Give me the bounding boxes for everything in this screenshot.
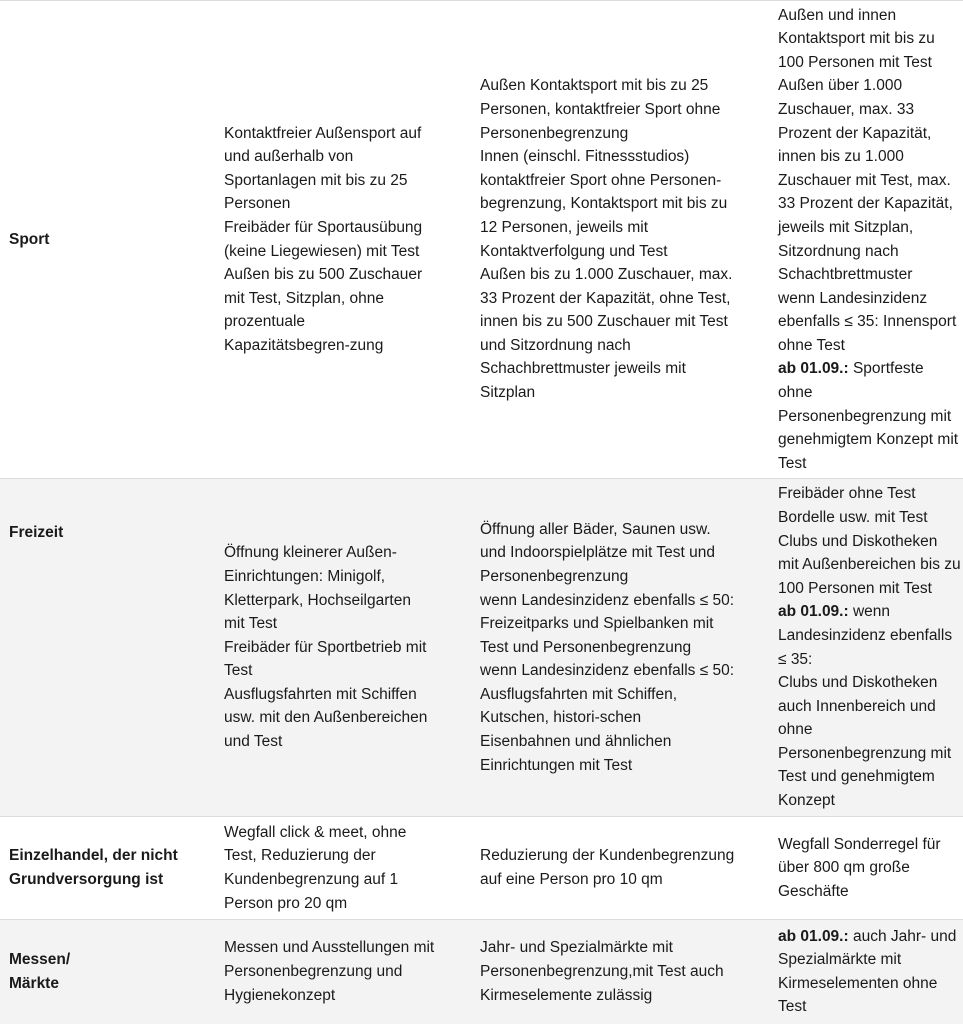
cell-line: Kutschen, histori-schen <box>480 709 642 727</box>
cell-line: Spezialmärkte mit <box>778 951 902 969</box>
cell-line: Freibäder für Sportbetrieb mit <box>224 638 427 656</box>
cell-line: Prozent der Kapazität, <box>778 124 932 142</box>
table-row <box>0 817 963 920</box>
cell-line: Ausflugsfahrten mit Schiffen, <box>480 685 678 703</box>
cell-line: Innen (einschl. Fitnessstudios) <box>480 148 690 166</box>
category-cell <box>0 1 217 479</box>
date-label: ab 01.09.: <box>778 927 849 945</box>
cell-line: ebenfalls ≤ 35: Innensport <box>778 313 957 331</box>
cell-line: Sitzplan <box>480 384 536 402</box>
cell-line: Test <box>778 454 807 472</box>
cell-line: auf eine Person pro 10 qm <box>480 871 663 888</box>
cell-line: Öffnung kleinerer Außen- <box>224 544 397 562</box>
cell-line: auch Innenbereich und <box>778 697 936 715</box>
category-label: Messen/ <box>9 951 71 969</box>
cell-line: 33 Prozent der Kapazität, <box>778 195 953 213</box>
cell-line: Außen und innen <box>778 6 897 24</box>
cell-line: mit Außenbereichen bis zu <box>778 556 961 574</box>
cell-line: Kundenbegrenzung auf 1 <box>224 871 399 888</box>
phase3-cell <box>776 479 963 817</box>
cell-line: Personenbegrenzung <box>480 567 629 585</box>
cell-line: Personenbegrenzung und <box>224 962 403 980</box>
cell-line: ohne Test <box>778 336 845 354</box>
cell-line: Außen bis zu 1.000 Zuschauer, max. <box>480 266 733 284</box>
category-label: Sport <box>9 230 50 248</box>
cell-line: Zuschauer mit Test, max. <box>778 171 951 189</box>
cell-line: innen bis zu 1.000 <box>778 148 904 166</box>
cell-line: begrenzung, Kontaktsport mit bis zu <box>480 195 728 213</box>
cell-line: Geschäfte <box>778 882 849 900</box>
phase2-cell <box>475 817 776 920</box>
cell-line: usw. mit den Außenbereichen <box>224 709 428 727</box>
cell-line: ohne <box>778 384 813 402</box>
category-cell <box>0 817 217 920</box>
category-label: Märkte <box>9 974 59 992</box>
cell-text: wenn <box>848 603 891 621</box>
cell-line: Personen <box>224 195 291 213</box>
cell-line: Einrichtungen mit Test <box>480 756 633 774</box>
cell-line: Wegfall Sonderregel für <box>778 835 941 853</box>
cell-line: Clubs und Diskotheken <box>778 674 938 692</box>
cell-line: und Test <box>224 733 283 751</box>
cell-line: jeweils mit Sitzplan, <box>778 218 914 236</box>
phase2-cell <box>475 920 776 1024</box>
cell-line: Zuschauer, max. 33 <box>778 100 915 118</box>
cell-line: Kontaktverfolgung und Test <box>480 242 668 260</box>
cell-line: Außen bis zu 500 Zuschauer <box>224 266 423 284</box>
cell-line: Jahr- und Spezialmärkte mit <box>480 939 673 957</box>
phase1-cell <box>217 920 475 1024</box>
phase3-cell <box>776 1 963 479</box>
cell-line: Clubs und Diskotheken <box>778 532 938 550</box>
date-label: ab 01.09.: <box>778 603 849 621</box>
cell-line: Wegfall click & meet, ohne <box>224 823 407 841</box>
cell-line: ohne <box>778 721 813 739</box>
cell-line: Test, Reduzierung der <box>224 847 376 865</box>
cell-line: Freibäder ohne Test <box>778 485 916 503</box>
cell-line: Person pro 20 qm <box>224 894 348 912</box>
cell-line: 100 Personen mit Test <box>778 53 932 71</box>
cell-line: prozentuale <box>224 313 306 331</box>
cell-line: Außen über 1.000 <box>778 77 903 95</box>
cell-line: Personenbegrenzung <box>480 124 629 142</box>
cell-line: Kontaktsport mit bis zu <box>778 30 935 48</box>
cell-line: innen bis zu 500 Zuschauer mit Test <box>480 313 728 331</box>
cell-line: Sportanlagen mit bis zu 25 <box>224 171 408 189</box>
cell-line: Konzept <box>778 792 835 810</box>
cell-line: über 800 qm große <box>778 859 910 877</box>
cell-line <box>778 357 963 381</box>
cell-line: Kirmeselemente zulässig <box>480 986 653 1004</box>
cell-line: wenn Landesinzidenz ebenfalls ≤ 50: <box>480 662 735 680</box>
date-label: ab 01.09.: <box>778 360 849 378</box>
cell-line: mit Test <box>224 615 278 633</box>
table-row <box>0 1 963 479</box>
cell-line: wenn Landesinzidenz <box>778 289 928 307</box>
cell-line: Reduzierung der Kundenbegrenzung <box>480 847 735 865</box>
cell-line: 12 Personen, jeweils mit <box>480 218 648 236</box>
cell-line: Schachbrettmuster jeweils mit <box>480 360 686 378</box>
cell-line: Personenbegrenzung mit <box>778 744 952 762</box>
category-label: Einzelhandel, der nicht <box>9 847 178 865</box>
cell-line: 33 Prozent der Kapazität, ohne Test, <box>480 289 731 307</box>
cell-line: Test <box>778 998 807 1016</box>
cell-line: Kletterpark, Hochseilgarten <box>224 591 411 609</box>
phase1-cell <box>217 479 475 817</box>
category-cell <box>0 920 217 1024</box>
cell-line: Messen und Ausstellungen mit <box>224 939 435 957</box>
cell-line: Test und Personenbegrenzung <box>480 638 692 656</box>
cell-line: Ausflugsfahrten mit Schiffen <box>224 685 417 703</box>
category-cell <box>0 479 217 817</box>
phase3-cell <box>776 817 963 920</box>
cell-line: mit Test, Sitzplan, ohne <box>224 289 384 307</box>
cell-line <box>778 925 963 949</box>
cell-line: Personenbegrenzung mit <box>778 407 952 425</box>
category-label: Freizeit <box>9 524 64 541</box>
cell-text: auch Jahr- und <box>848 927 957 945</box>
cell-line: Sitzordnung nach <box>778 242 899 260</box>
cell-line: und außerhalb von <box>224 148 354 166</box>
cell-line: und Sitzordnung nach <box>480 336 631 354</box>
cell-line: Einrichtungen: Minigolf, <box>224 567 386 585</box>
cell-line: Schachtbrettmuster <box>778 266 913 284</box>
cell-text: Sportfeste <box>848 360 924 378</box>
cell-line: ≤ 35: <box>778 650 813 668</box>
category-label: Grundversorgung ist <box>9 871 164 888</box>
phase2-cell <box>475 1 776 479</box>
phase2-cell <box>475 479 776 817</box>
cell-line: Freibäder für Sportausübung <box>224 218 423 236</box>
table-row <box>0 920 963 1024</box>
table-row <box>0 479 963 817</box>
cell-line: Außen Kontaktsport mit bis zu 25 <box>480 77 709 95</box>
cell-line: 100 Personen mit Test <box>778 579 932 597</box>
cell-line <box>778 600 963 624</box>
cell-line: Test und genehmigtem <box>778 768 935 786</box>
cell-line: Bordelle usw. mit Test <box>778 508 928 526</box>
phase1-cell <box>217 1 475 479</box>
cell-line: Öffnung aller Bäder, Saunen usw. <box>480 520 711 538</box>
phase1-cell <box>217 817 475 920</box>
cell-line: Kirmeselementen ohne <box>778 974 938 992</box>
cell-line: Hygienekonzept <box>224 986 336 1004</box>
cell-line: Landesinzidenz ebenfalls <box>778 626 953 644</box>
cell-line: (keine Liegewiesen) mit Test <box>224 242 420 260</box>
cell-line: Eisenbahnen und ähnlichen <box>480 733 672 751</box>
cell-line: genehmigtem Konzept mit <box>778 431 959 449</box>
phase3-cell <box>776 920 963 1024</box>
cell-line: Personenbegrenzung,mit Test auch <box>480 962 724 980</box>
cell-line: Test <box>224 662 253 680</box>
cell-line: und Indoorspielplätze mit Test und <box>480 544 715 562</box>
cell-line: Personen, kontaktfreier Sport ohne <box>480 100 721 118</box>
cell-line: Freizeitparks und Spielbanken mit <box>480 615 714 633</box>
cell-line: wenn Landesinzidenz ebenfalls ≤ 50: <box>480 591 735 609</box>
cell-line: kontaktfreier Sport ohne Personen- <box>480 171 722 189</box>
cell-line: Kontaktfreier Außensport auf <box>224 124 422 142</box>
cell-line: Kapazitätsbegren-zung <box>224 336 384 354</box>
